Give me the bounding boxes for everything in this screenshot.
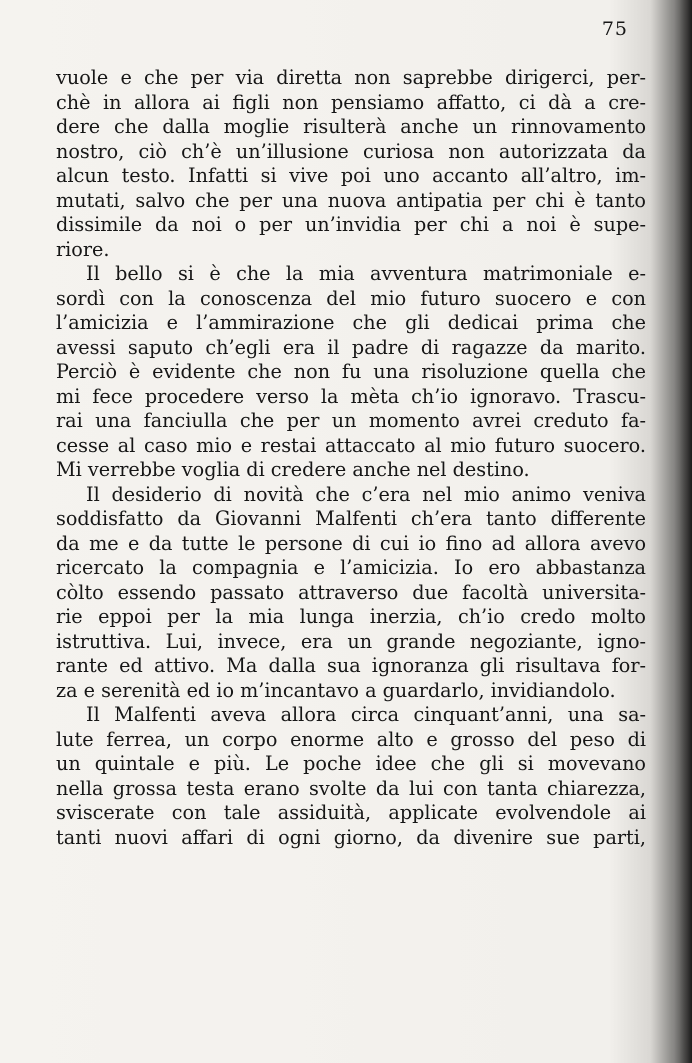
text-line: sordì con la conoscenza del mio futuro suocero e con [56,286,646,310]
text-line: sviscerate con tale assiduità, applicate evolvendole ai [56,801,646,824]
page-number: 75 [601,18,628,40]
text-line: rie eppoi per la mia lunga inerzia, ch’io credo molto [56,605,646,628]
text-line: l’amicizia e l’ammirazione che gli dedicai prima che [56,311,646,334]
text-line: nostro, ciò ch’è un’illusione curiosa non autorizzata da [56,139,646,163]
text-line: Il bello si è che la mia avventura matrimoniale e- [86,262,646,285]
text-line: Mi verrebbe voglia di credere anche nel destino. [56,458,530,481]
text-line: vuole e che per via diretta non saprebbe dirigerci, per- [56,66,646,89]
text-line: còlto essendo passato attraverso due facoltà universita- [56,580,646,604]
text-line: chè in allora ai figli non pensiamo affatto, ci dà a cre- [56,90,646,114]
text-line: dere che dalla moglie risulterà anche un rinnovamento [56,115,646,138]
text-line: istruttiva. Lui, invece, era un grande negoziante, igno- [56,629,646,653]
text-line: rai una fanciulla che per un momento avrei creduto fa- [56,409,646,432]
text-line: dissimile da noi o per un’invidia per chi a noi è supe- [56,213,646,236]
text-line: avessi saputo ch’egli era il padre di ragazze da marito. [56,335,646,359]
text-line: mi fece procedere verso la mèta ch’io ignoravo. Trascu- [56,384,646,408]
text-line: za e serenità ed io m’incantavo a guardarlo, invidiandolo. [56,678,616,702]
text-line: mutati, salvo che per una nuova antipatia per chi è tanto [56,188,646,212]
page-edge-shadow [674,0,692,1063]
text-line: cesse al caso mio e restai attaccato al mio futuro suocero. [56,433,646,457]
text-line: ricercato la compagnia e l’amicizia. Io ero abbastanza [56,556,646,579]
text-line: Il Malfenti aveva allora circa cinquant’anni, una sa- [86,703,646,726]
text-line: tanti nuovi affari di ogni giorno, da divenire sue parti, [56,825,646,849]
text-line: Perciò è evidente che non fu una risoluzione quella che [56,360,646,383]
body-text [56,66,646,850]
text-line: Il desiderio di novità che c’era nel mio animo veniva [86,482,646,506]
text-line: da me e da tutte le persone di cui io fino ad allora avevo [56,531,646,555]
text-line: alcun testo. Infatti si vive poi uno accanto all’altro, im- [56,164,646,187]
text-line: riore. [56,237,110,261]
text-line: nella grossa testa erano svolte da lui con tanta chiarezza, [56,776,646,800]
text-line: rante ed attivo. Ma dalla sua ignoranza gli risultava for- [56,654,646,677]
text-line: lute ferrea, un corpo enorme alto e grosso del peso di [56,727,646,751]
text-line: soddisfatto da Giovanni Malfenti ch’era tanto differente [56,507,646,530]
text-line: un quintale e più. Le poche idee che gli si movevano [56,752,646,775]
